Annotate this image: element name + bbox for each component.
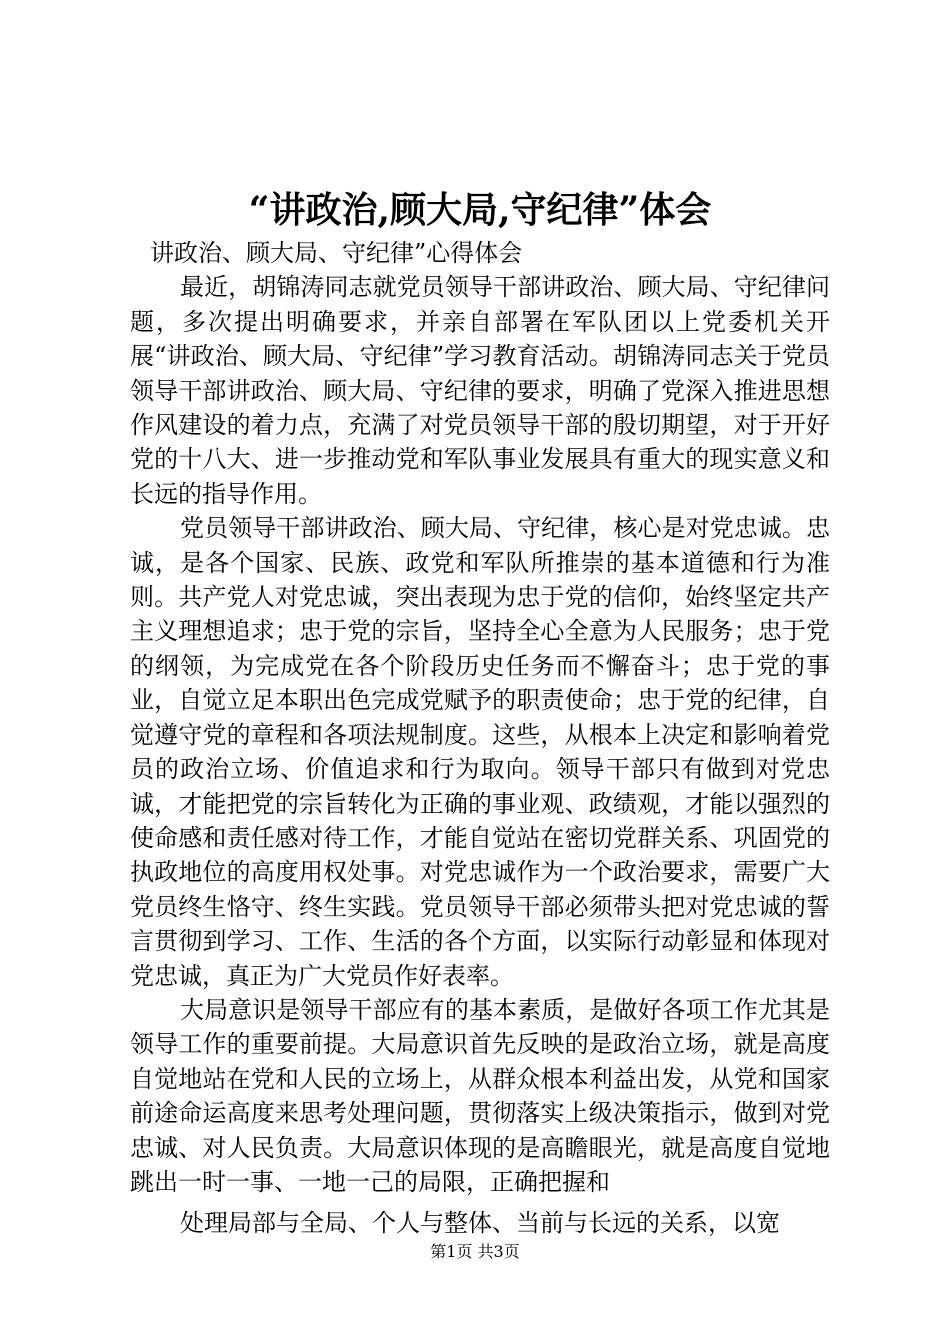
document-body [130,236,830,1241]
paragraph-4: 处理局部与全局、个人与整体、当前与长远的关系，以宽 [180,1209,780,1238]
document-subtitle: 讲政治、顾大局、守纪律”心得体会 [150,239,523,267]
paragraph-1: 最近，胡锦涛同志就党员领导干部讲政治、顾大局、守纪律问题，多次提出明确要求，并亲自部署在军队团以上党委机关开展“讲政治、顾大局、守纪律”学习教育活动。胡锦涛同志关于党员领导干部讲政治、顾大局、守纪律的要求，明确了党深入推进思想作风建设的着力点，充满了对党员领导干部的殷切期望，对于开好党的十八大、进一步推动党和军队事业发展具有重大的现实意义和长远的指导作用。 [130,273,830,508]
paragraph-2: 党员领导干部讲政治、顾大局、守纪律，核心是对党忠诚。忠诚，是各个国家、民族、政党和军队所推崇的基本道德和行为准则。共产党人对党忠诚，突出表现为忠于党的信仰，始终坚定共产主义理想追求；忠于党的宗旨，坚持全心全意为人民服务；忠于党的纲领，为完成党在各个阶段历史任务而不懈奋斗；忠于党的事业，自觉立足本职出色完成党赋予的职责使命；忠于党的纪律，自觉遵守党的章程和各项法规制度。这些，从根本上决定和影响着党员的政治立场、价值追求和行为取向。领导干部只有做到对党忠诚，才能把党的宗旨转化为正确的事业观、政绩观，才能以强烈的使命感和责任感对待工作，才能自觉站在密切党群关系、巩固党的执政地位的高度用权处事。对党忠诚作为一个政治要求，需要广大党员终生恪守、终生实践。党员领导干部必须带头把对党忠诚的誓言贯彻到学习、工作、生活的各个方面，以实际行动彰显和体现对党忠诚，真正为广大党员作好表率。 [130,514,830,990]
paragraph-3: 大局意识是领导干部应有的基本素质，是做好各项工作尤其是领导工作的重要前提。大局意识首先反映的是政治立场，就是高度自觉地站在党和人民的立场上，从群众根本利益出发，从党和国家前途命运高度来思考处理问题，贯彻落实上级决策指示，做到对党忠诚、对人民负责。大局意识体现的是高瞻眼光，就是高度自觉地跳出一时一事、一地一己的局限，正确把握和 [130,995,830,1196]
document-title: “讲政治,顾大局,守纪律”体会 [248,189,712,231]
page-footer: 第1页 共3页 [430,1242,520,1261]
